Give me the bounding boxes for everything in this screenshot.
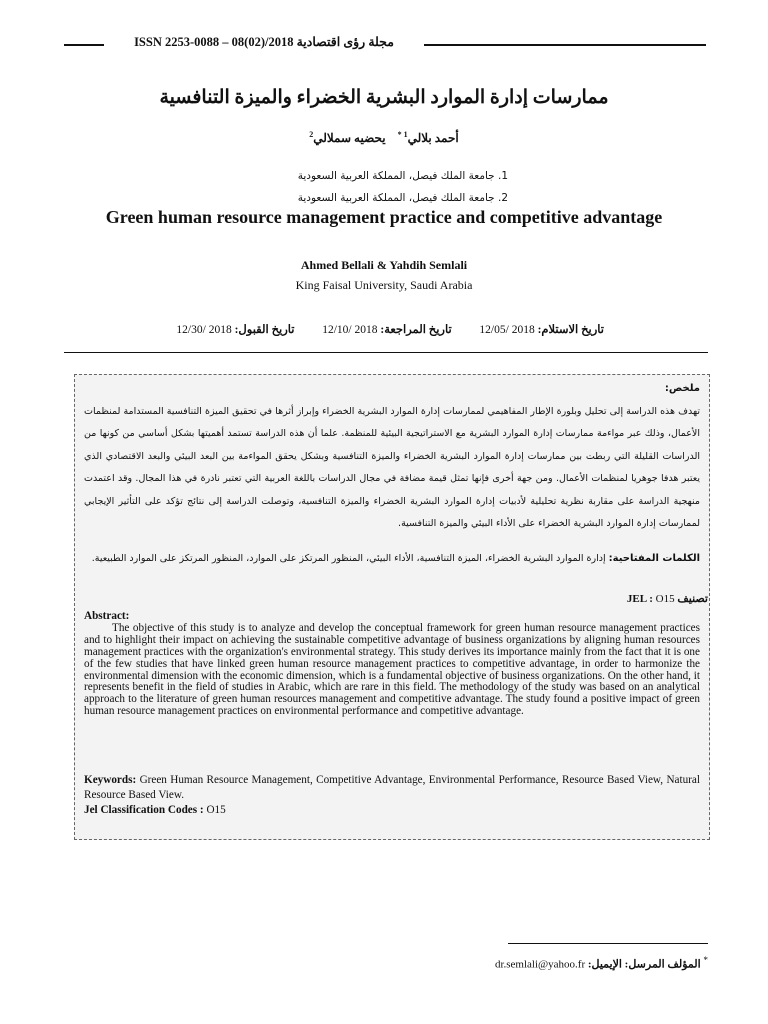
english-keywords-text: Green Human Resource Management, Competitive Advantage, Environmental Performance, Resource Based View, Natural Resource Based View.: [84, 774, 700, 801]
accepted-date: 2018 /12/30: [176, 324, 232, 336]
author2-sup: 2: [309, 130, 314, 139]
received-date: 2018 /12/05: [479, 324, 535, 336]
footnote-marker: *: [703, 955, 708, 965]
arabic-abstract-text: تهدف هذه الدراسة إلى تحليل وبلورة الإطار المفاهيمي لممارسات إدارة الموارد البشرية الخضراء وإبراز أثرها في تحقيق الميزة التنافسية المستدامة لمنظمات الأعمال، وذلك عبر مواءمة ممارسات إدارة الموارد البشرية مع الاستراتيجية البيئية للمنظمة. علما أن هذه الدراسة تستمد أهميتها بشكل أساسي من كونها من الدراسات القليلة التي ربطت بين ممارسات إدارة الموارد البشرية الخضراء والميزة التنافسية وبشكل يحقق المواءمة بين البعد البيئي والبعد الاقتصادي الذي يعتبر هدفا جوهريا لمنظمات الأعمال. ومن جهة أخرى فإنها تمثل قيمة مضافة في مجال الدراسات باللغة العربية التي تعتبر نادرة في هذا المجال. وقد اعتمدت منهجية الدراسة على مقاربة نظرية تحليلية لأدبيات إدارة الموارد البشرية الخضراء والميزة التنافسية، وتوصلت الدراسة إلى نتائج تؤكد على التأثير الإيجابي لممارسات إدارة الموارد البشرية الخضراء على الأداء البيئي والميزة التنافسية.: [84, 405, 700, 529]
english-keywords: [84, 773, 700, 803]
header-rule-left: [64, 44, 104, 46]
arabic-abstract-heading: ملخص:: [664, 383, 700, 394]
running-header: مجلة رؤى اقتصادية 2018/(02)08 – ISSN 2253-0088: [134, 35, 394, 49]
english-title: Green human resource management practice and competitive advantage: [105, 207, 663, 227]
arabic-title: ممارسات إدارة الموارد البشرية الخضراء والميزة التنافسية: [159, 87, 609, 108]
footnote: [495, 955, 708, 971]
section-rule: [64, 352, 708, 353]
english-keywords-heading: Keywords:: [84, 774, 137, 786]
english-affiliation: King Faisal University, Saudi Arabia: [295, 278, 473, 292]
arabic-jel: [627, 592, 708, 605]
english-abstract: [84, 611, 700, 718]
english-jel-value: O15: [203, 804, 226, 816]
dates-line: [176, 322, 604, 336]
footnote-email: dr.semlali@yahoo.fr: [494, 958, 586, 971]
arabic-authors: [90, 130, 678, 146]
arabic-abstract: [84, 378, 700, 536]
arabic-keywords-heading: الكلمات المفتاحية:: [608, 553, 700, 564]
english-authors: Ahmed Bellali & Yahdih Semlali: [300, 258, 468, 272]
arabic-jel-heading: تصنيف JEL :: [626, 593, 708, 605]
arabic-keywords-text: إدارة الموارد البشرية الخضراء، الميزة التنافسية، الأداء البيئي، المنظور المرتكز على الموارد، المنظور المرتكز على الموارد الطبيعية.: [91, 553, 606, 564]
author1-sup: 1 *: [397, 130, 408, 139]
arabic-jel-value: O15: [655, 593, 675, 605]
footnote-rule: [508, 943, 708, 944]
header-rule-right: [424, 44, 706, 46]
footnote-label: المؤلف المرسل: الإيميل:: [587, 958, 701, 971]
accepted-label: تاريخ القبول:: [234, 324, 295, 336]
author2-name: يحضيه سملالي: [313, 131, 386, 145]
revised-date: 2018 /12/10: [322, 324, 378, 336]
english-abstract-heading: Abstract:: [84, 610, 130, 622]
english-abstract-text: The objective of this study is to analyze and develop the conceptual framework for green human resource management practices and to highlight their impact on achieving the sustainable competitive advantage of business organizations by aligning human resources management practices with the organization's environmental strategy. This study derives its importance mainly from the fact that it is one of the few studies that have linked green human resource management practices to competitive advantage, in order to harmonize the environmental dimension with the economic dimension, which is a fundamental objective of business organizations. On the other hand, it represents benefit in the field of studies in Arabic, which are rare in this field. The methodology of the study was based on an analytical approach to the literature of green human resources management and competitive advantage. The study found a positive impact of green human resource management practices on environmental performance and competitive advantage.: [84, 621, 700, 718]
affiliation-ar-1: 1. جامعة الملك فيصل، المملكة العربية السعودية: [297, 170, 508, 182]
english-jel-heading: Jel Classification Codes :: [84, 804, 204, 816]
received-label: تاريخ الاستلام:: [537, 324, 604, 336]
affiliation-ar-2: 2. جامعة الملك فيصل، المملكة العربية السعودية: [297, 192, 508, 204]
english-jel: [84, 804, 226, 816]
arabic-keywords: [84, 548, 700, 570]
revised-label: تاريخ المراجعة:: [380, 324, 452, 336]
author1-name: أحمد بلالي: [407, 131, 459, 145]
